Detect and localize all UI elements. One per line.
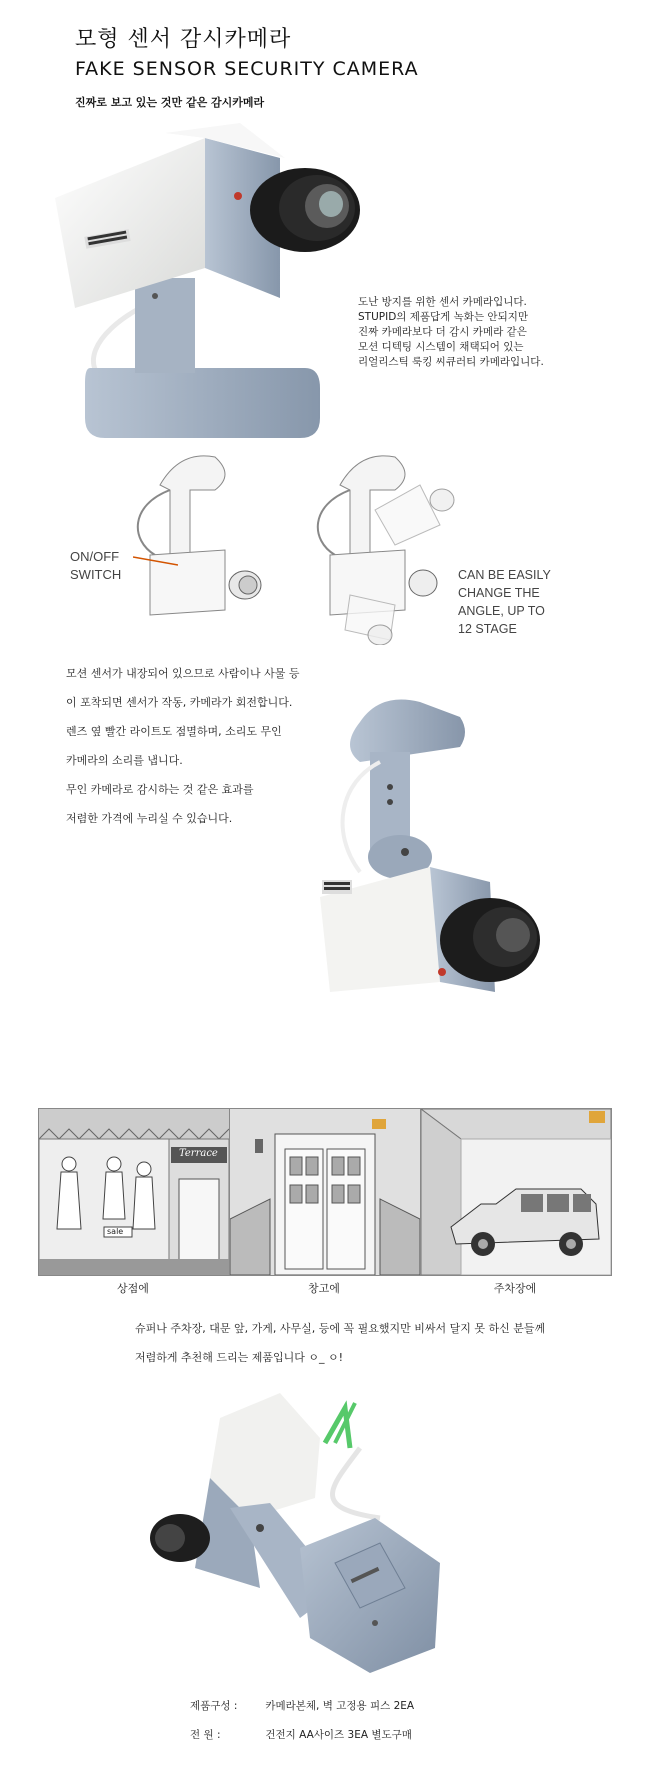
- caption-store: 상점에: [117, 1282, 149, 1295]
- warehouse-illustration: [229, 1108, 421, 1276]
- feature-line: 렌즈 옆 빨간 라이트도 점멸하며, 소리도 무인: [66, 725, 282, 738]
- switch-label-line: SWITCH: [70, 567, 122, 582]
- angle-label-line: ANGLE, UP TO: [458, 604, 545, 618]
- camera-photo-mounted: [320, 692, 560, 1032]
- title-korean: 모형 센서 감시카메라: [75, 27, 292, 52]
- recommend-text: [135, 1314, 545, 1372]
- sale-sign: sale: [107, 1227, 124, 1236]
- angle-label-line: CAN BE EASILY: [458, 568, 551, 582]
- angle-label-line: CHANGE THE: [458, 586, 540, 600]
- tagline: 진짜로 보고 있는 것만 같은 감시카메라: [75, 96, 265, 109]
- spec-value: 카메라본체, 벽 고정용 피스 2EA: [265, 1700, 415, 1712]
- spec-label: 제품구성 :: [190, 1700, 238, 1712]
- angle-label: [458, 566, 551, 638]
- switch-diagram: [130, 445, 280, 620]
- store-sign: Terrace: [179, 1148, 218, 1159]
- intro-text: [358, 295, 544, 370]
- intro-line: 도난 방지를 위한 센서 카메라입니다.: [358, 296, 527, 308]
- camera-photo-side: [140, 1388, 500, 1678]
- feature-line: 카메라의 소리를 냅니다.: [66, 754, 183, 767]
- recommend-line: 저렴하게 추천해 드리는 제품입니다 ㅇ_ ㅇ!: [135, 1351, 344, 1364]
- title-english: FAKE SENSOR SECURITY CAMERA: [75, 58, 419, 80]
- caption-warehouse: 창고에: [308, 1282, 340, 1295]
- switch-label-line: ON/OFF: [70, 549, 120, 564]
- feature-line: 모션 센서가 내장되어 있으므로 사람이나 사물 등: [66, 667, 300, 680]
- intro-line: STUPID의 제품답게 녹화는 안되지만: [358, 311, 529, 323]
- caption-parking: 주차장에: [493, 1282, 537, 1295]
- switch-label: [70, 548, 121, 584]
- features-text: [66, 665, 300, 839]
- switch-pointer-line: [133, 555, 178, 567]
- product-specs: [190, 1692, 414, 1750]
- spec-row-power: [190, 1721, 414, 1750]
- usage-panels: [38, 1108, 612, 1274]
- feature-line: 이 포착되면 센서가 작동, 카메라가 회전합니다.: [66, 696, 293, 709]
- angle-diagram: [310, 445, 460, 645]
- store-illustration: [38, 1108, 230, 1276]
- intro-line: 진짜 카메라보다 더 감시 카메라 같은: [358, 326, 527, 338]
- spec-label: 전 원 :: [190, 1729, 221, 1741]
- angle-label-line: 12 STAGE: [458, 622, 517, 636]
- spec-row-components: [190, 1692, 414, 1721]
- spec-value: 건전지 AA사이즈 3EA 별도구매: [265, 1729, 412, 1741]
- parking-illustration: [420, 1108, 612, 1276]
- recommend-line: 슈퍼나 주차장, 대문 앞, 가게, 사무실, 등에 꼭 필요했지만 비싸서 달지 못 하신 분들께: [135, 1322, 546, 1335]
- feature-line: 저렴한 가격에 누리실 수 있습니다.: [66, 812, 233, 825]
- intro-line: 모션 디텍팅 시스템이 채택되어 있는: [358, 341, 524, 353]
- feature-line: 무인 카메라로 감시하는 것 같은 효과를: [66, 783, 254, 796]
- camera-photo-front: [55, 118, 365, 448]
- intro-line: 리얼리스틱 룩킹 씨큐러티 카메라입니다.: [358, 356, 544, 368]
